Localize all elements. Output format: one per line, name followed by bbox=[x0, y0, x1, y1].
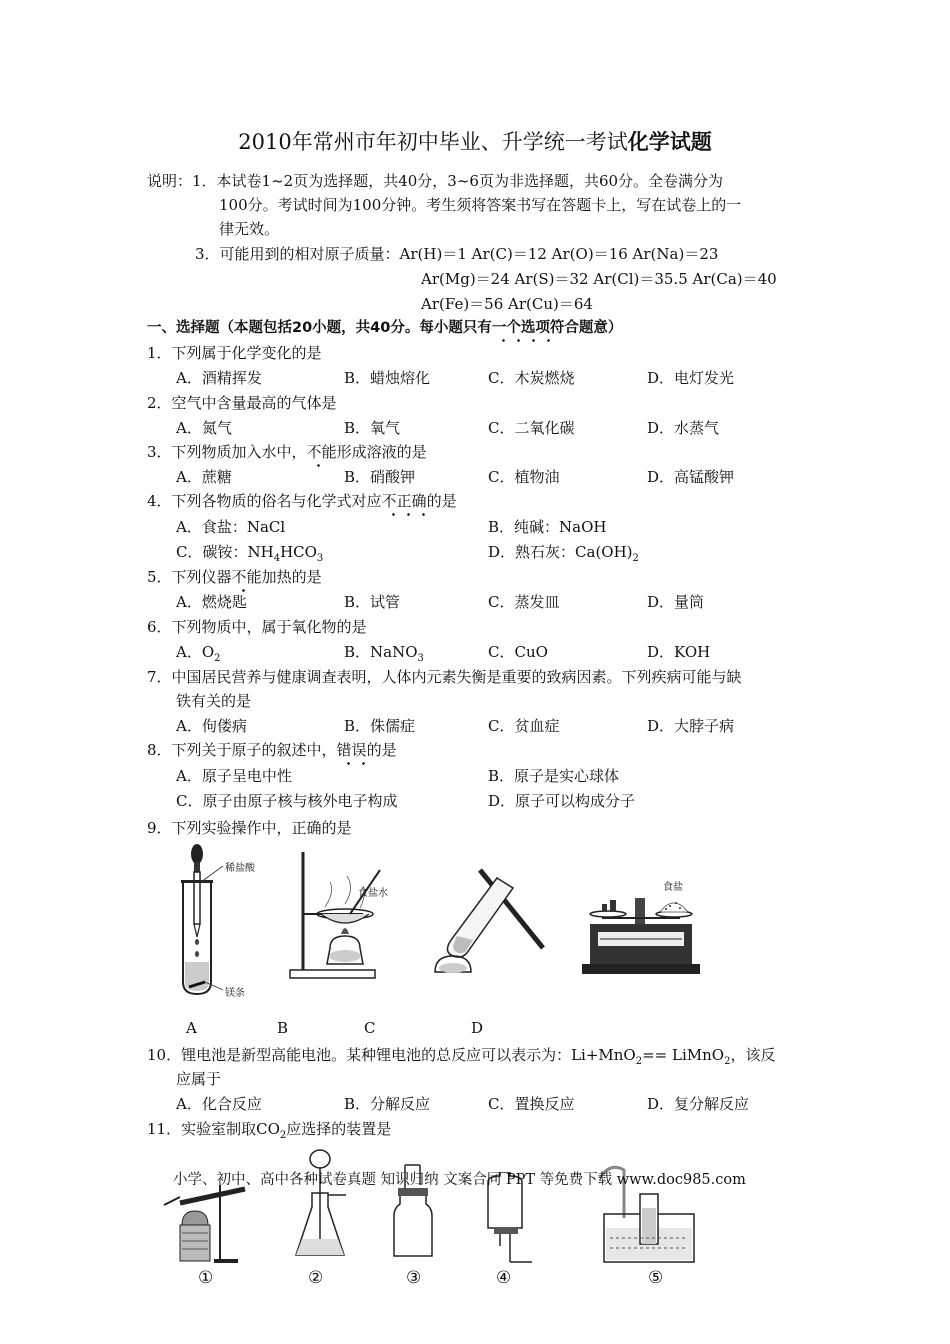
q10-option-a: A．化合反应 bbox=[176, 1095, 262, 1113]
figure-9-label-b: B bbox=[277, 1019, 289, 1037]
notes-item-3c: Ar(Fe)＝56 Ar(Cu)＝64 bbox=[421, 295, 593, 313]
q6-option-c: C．CuO bbox=[488, 643, 548, 661]
question-7-line-2: 铁有关的是 bbox=[176, 692, 252, 710]
q8-option-a: A．原子呈电中性 bbox=[176, 767, 292, 785]
figure-label-salt: 食盐 bbox=[663, 882, 683, 893]
q1-option-b: B．蜡烛熔化 bbox=[344, 369, 431, 387]
q2-option-a: A．氮气 bbox=[176, 419, 232, 437]
notes-line-2: 100分。考试时间为100分钟。考生须将答案书写在答题卡上，写在试卷上的一 bbox=[219, 196, 742, 214]
notes-item-3: 3．可能用到的相对原子质量：Ar(H)＝1 Ar(C)＝12 Ar(O)＝16 Ar(Na)＝23 bbox=[195, 245, 719, 263]
q7-option-d: D．大脖子病 bbox=[647, 717, 735, 735]
figure-9-label-c: C bbox=[364, 1019, 376, 1037]
question-2-stem: 2．空气中含量最高的气体是 bbox=[147, 394, 337, 412]
question-1-stem: 1．下列属于化学变化的是 bbox=[147, 344, 322, 362]
question-3-stem: 3．下列物质加入水中，不能形成溶液的是 bbox=[147, 443, 427, 461]
figure-11-label-2: ② bbox=[308, 1268, 324, 1288]
q5-option-a: A．燃烧匙 bbox=[176, 593, 247, 611]
figure-11-label-5: ⑤ bbox=[648, 1268, 664, 1288]
q8-option-c: C．原子由原子核与核外电子构成 bbox=[176, 792, 398, 810]
figure-11-label-1: ① bbox=[198, 1268, 214, 1288]
q3-option-d: D．高锰酸钾 bbox=[647, 468, 735, 486]
notes-line-1: 说明：1．本试卷1~2页为选择题，共40分，3~6页为非选择题，共60分。全卷满分为 bbox=[147, 172, 724, 190]
q4-option-b: B．纯碱：NaOH bbox=[488, 518, 607, 536]
q4-option-d: D．熟石灰：$Ca(OH)_2$ bbox=[488, 543, 639, 564]
notes-line-3: 律无效。 bbox=[219, 220, 280, 238]
figure-9-label-a: A bbox=[186, 1019, 197, 1037]
q7-option-c: C．贫血症 bbox=[488, 717, 560, 735]
figure-9-label-d: D bbox=[471, 1019, 484, 1037]
q10-option-b: B．分解反应 bbox=[344, 1095, 431, 1113]
q4-option-c: C．碳铵：$NH_4HCO_3$ bbox=[176, 543, 324, 564]
q2-option-b: B．氧气 bbox=[344, 419, 401, 437]
q5-option-b: B．试管 bbox=[344, 593, 401, 611]
question-5-stem: 5．下列仪器不能加热的是 bbox=[147, 568, 322, 586]
figure-11-label-3: ③ bbox=[406, 1268, 422, 1288]
q5-option-c: C．蒸发皿 bbox=[488, 593, 560, 611]
q3-option-b: B．硝酸钾 bbox=[344, 468, 416, 486]
q7-option-a: A．佝偻病 bbox=[176, 717, 247, 735]
q10-option-c: C．置换反应 bbox=[488, 1095, 575, 1113]
q4-option-a: A．食盐：NaCl bbox=[176, 518, 286, 536]
question-6-stem: 6．下列物质中，属于氧化物的是 bbox=[147, 618, 367, 636]
q2-option-d: D．水蒸气 bbox=[647, 419, 720, 437]
q7-option-b: B．侏儒症 bbox=[344, 717, 416, 735]
q5-option-d: D．量筒 bbox=[647, 593, 705, 611]
q6-option-a: A．$O_2$ bbox=[176, 643, 221, 664]
question-10-line-2: 应属于 bbox=[176, 1070, 222, 1088]
q6-option-b: B．NaNO$_3$ bbox=[344, 643, 424, 664]
q10-option-d: D．复分解反应 bbox=[647, 1095, 750, 1113]
page-title: 2010年常州市年初中毕业、升学统一考试化学试题 bbox=[238, 130, 712, 154]
q2-option-c: C．二氧化碳 bbox=[488, 419, 575, 437]
question-8-stem: 8．下列关于原子的叙述中，错误的是 bbox=[147, 741, 397, 759]
section-heading: 一、选择题（本题包括20小题，共40分。每小题只有一个选项符合题意） bbox=[147, 320, 623, 336]
figure-11-apparatus-2 bbox=[290, 1145, 350, 1265]
question-4-stem: 4．下列各物质的俗名与化学式对应不正确的是 bbox=[147, 492, 457, 510]
q1-option-c: C．木炭燃烧 bbox=[488, 369, 575, 387]
question-7-line-1: 7．中国居民营养与健康调查表明，人体内元素失衡是重要的致病因素。下列疾病可能与缺 bbox=[147, 668, 742, 686]
q3-option-c: C．植物油 bbox=[488, 468, 560, 486]
question-11-stem: 11．实验室制取$CO_2$应选择的装置是 bbox=[147, 1120, 392, 1141]
figure-label-acid: 稀盐酸 bbox=[225, 863, 255, 874]
q3-option-a: A．蔗糖 bbox=[176, 468, 232, 486]
q6-option-d: D．KOH bbox=[647, 643, 711, 661]
q8-option-b: B．原子是实心球体 bbox=[488, 767, 620, 785]
figure-9b-evaporation bbox=[285, 852, 415, 982]
figure-label-brine: 食盐水 bbox=[358, 888, 388, 899]
figure-label-ribbon: 镁条 bbox=[225, 988, 245, 999]
q1-option-d: D．电灯发光 bbox=[647, 369, 735, 387]
question-9-stem: 9．下列实验操作中，正确的是 bbox=[147, 819, 352, 837]
question-10-line-1: 10．锂电池是新型高能电池。某种锂电池的总反应可以表示为：Li+MnO$_2$== LiMnO$_2$，该反 bbox=[147, 1046, 776, 1067]
notes-item-3b: Ar(Mg)＝24 Ar(S)＝32 Ar(Cl)＝35.5 Ar(Ca)＝40 bbox=[421, 270, 777, 288]
figure-11-label-4: ④ bbox=[496, 1268, 512, 1288]
q8-option-d: D．原子可以构成分子 bbox=[488, 792, 636, 810]
figure-9d-balance bbox=[580, 878, 710, 978]
q1-option-a: A．酒精挥发 bbox=[176, 369, 262, 387]
watermark-footer: 小学、初中、高中各种试卷真题 知识归纳 文案合同 PPT 等免费下载 www.doc985.com bbox=[173, 1172, 746, 1188]
figure-9c-heating bbox=[425, 860, 555, 980]
